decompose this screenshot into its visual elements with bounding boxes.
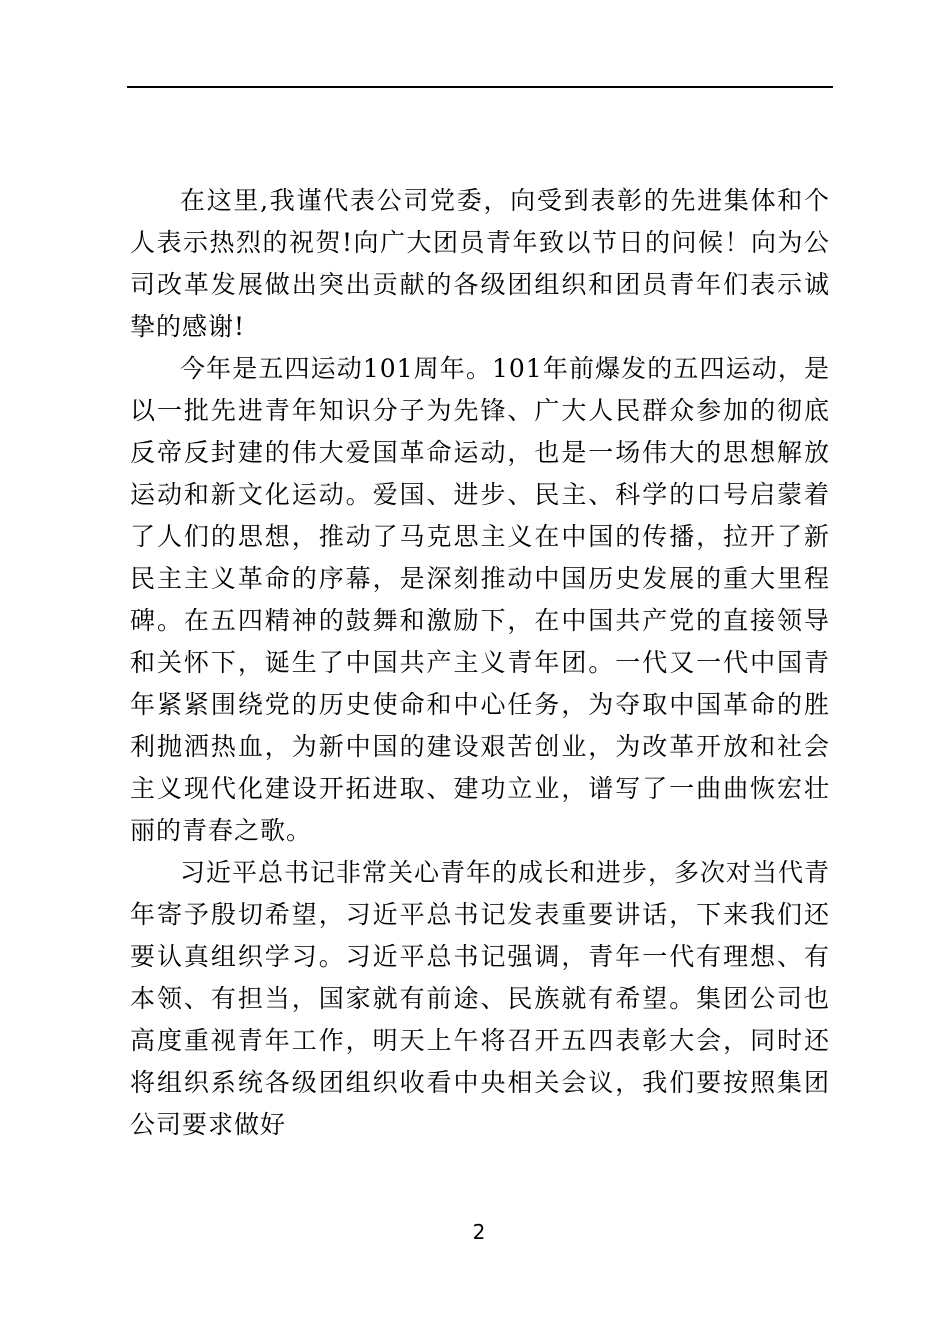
document-body [130,180,830,1146]
header-rule [127,86,833,88]
page-number: 2 [472,1220,486,1244]
paragraph-may-fourth-history: 今年是五四运动101周年。101年前爆发的五四运动，是以一批先进青年知识分子为先锋、广大人民群众参加的彻底反帝反封建的伟大爱国革命运动，也是一场伟大的思想解放运动和新文化运动。爱国、进步、民主、科学的口号启蒙着了人们的思想，推动了马克思主义在中国的传播，拉开了新民主主义革命的序幕，是深刻推动中国历史发展的重大里程碑。在五四精神的鼓舞和激励下，在中国共产党的直接领导和关怀下，诞生了中国共产主义青年团。一代又一代中国青年紧紧围绕党的历史使命和中心任务，为夺取中国革命的胜利抛洒热血，为新中国的建设艰苦创业，为改革开放和社会主义现代化建设开拓进取、建功立业，谱写了一曲曲恢宏壮丽的青春之歌。 [130,354,830,845]
paragraph-youth-work: 习近平总书记非常关心青年的成长和进步，多次对当代青年寄予殷切希望，习近平总书记发表重要讲话，下来我们还要认真组织学习。习近平总书记强调，青年一代有理想、有本领、有担当，国家就有前途、民族就有希望。集团公司也高度重视青年工作，明天上午将召开五四表彰大会，同时还将组织系统各级团组织收看中央相关会议，我们要按照集团公司要求做好 [130,858,831,1139]
paragraph-congratulations: 在这里,我谨代表公司党委，向受到表彰的先进集体和个人表示热烈的祝贺!向广大团员青年致以节日的问候！向为公司改革发展做出突出贡献的各级团组织和团员青年们表示诚挚的感谢! [130,186,830,341]
